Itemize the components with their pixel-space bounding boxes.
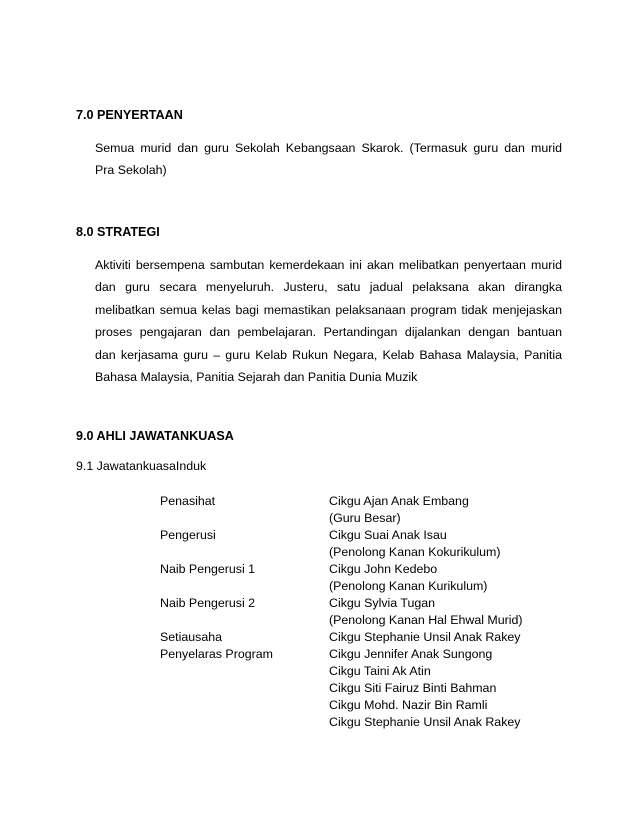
paragraph-line: Aktiviti bersempena sambutan kemerdekaan ini akan melibatkan penyertaan murid <box>95 258 562 272</box>
committee-member: Cikgu Taini Ak Atin <box>329 664 431 678</box>
paragraph-line: melibatkan semua kelas bagi memastikan pelaksanaan program tidak menjejaskan <box>95 302 562 317</box>
committee-member: Cikgu Stephanie Unsil Anak Rakey <box>329 715 521 729</box>
committee-role: Setiausaha <box>160 630 223 644</box>
committee-member: Cikgu John Kedebo <box>329 562 438 576</box>
paragraph-line: proses pengajaran dan pembelajaran. Pertandingan dijalankan dengan bantuan <box>95 325 562 340</box>
section-heading-strategi: 8.0 STRATEGI <box>76 225 160 239</box>
subsection-heading-jawatankuasa-induk: 9.1 JawatankuasaInduk <box>76 459 207 473</box>
paragraph-line: dan kerjasama guru – guru Kelab Rukun Negara, Kelab Bahasa Malaysia, Panitia <box>95 347 562 362</box>
paragraph-line: Pra Sekolah) <box>95 163 167 178</box>
committee-member-position: (Guru Besar) <box>329 511 401 525</box>
committee-member: Cikgu Siti Fairuz Binti Bahman <box>329 681 497 695</box>
paragraph-line: Bahasa Malaysia, Panitia Sejarah dan Panitia Dunia Muzik <box>95 369 418 384</box>
committee-member: Cikgu Suai Anak Isau <box>329 528 447 542</box>
committee-role: Penasihat <box>160 494 216 508</box>
committee-member: Cikgu Sylvia Tugan <box>329 596 436 610</box>
committee-role: Pengerusi <box>160 528 216 542</box>
committee-role: Penyelaras Program <box>160 647 273 661</box>
committee-member-position: (Penolong Kanan Hal Ehwal Murid) <box>329 613 523 627</box>
committee-member: Cikgu Jennifer Anak Sungong <box>329 647 493 661</box>
paragraph-line: Semua murid dan guru Sekolah Kebangsaan Skarok. (Termasuk guru dan murid <box>95 141 562 155</box>
committee-member: Cikgu Ajan Anak Embang <box>329 494 469 508</box>
committee-member: Cikgu Mohd. Nazir Bin Ramli <box>329 698 488 712</box>
section-heading-penyertaan: 7.0 PENYERTAAN <box>76 108 183 122</box>
committee-member-position: (Penolong Kanan Kurikulum) <box>329 579 488 593</box>
paragraph-line: dan guru secara menyeluruh. Justeru, satu jadual pelaksana akan dirangka <box>95 280 562 295</box>
section-heading-ajk: 9.0 AHLI JAWATANKUASA <box>76 429 234 443</box>
committee-role: Naib Pengerusi 2 <box>160 596 256 610</box>
paragraph-strategi <box>95 254 562 388</box>
committee-member: Cikgu Stephanie Unsil Anak Rakey <box>329 630 521 644</box>
committee-member-position: (Penolong Kanan Kokurikulum) <box>329 545 501 559</box>
paragraph-penyertaan <box>95 137 562 182</box>
committee-role: Naib Pengerusi 1 <box>160 562 256 576</box>
